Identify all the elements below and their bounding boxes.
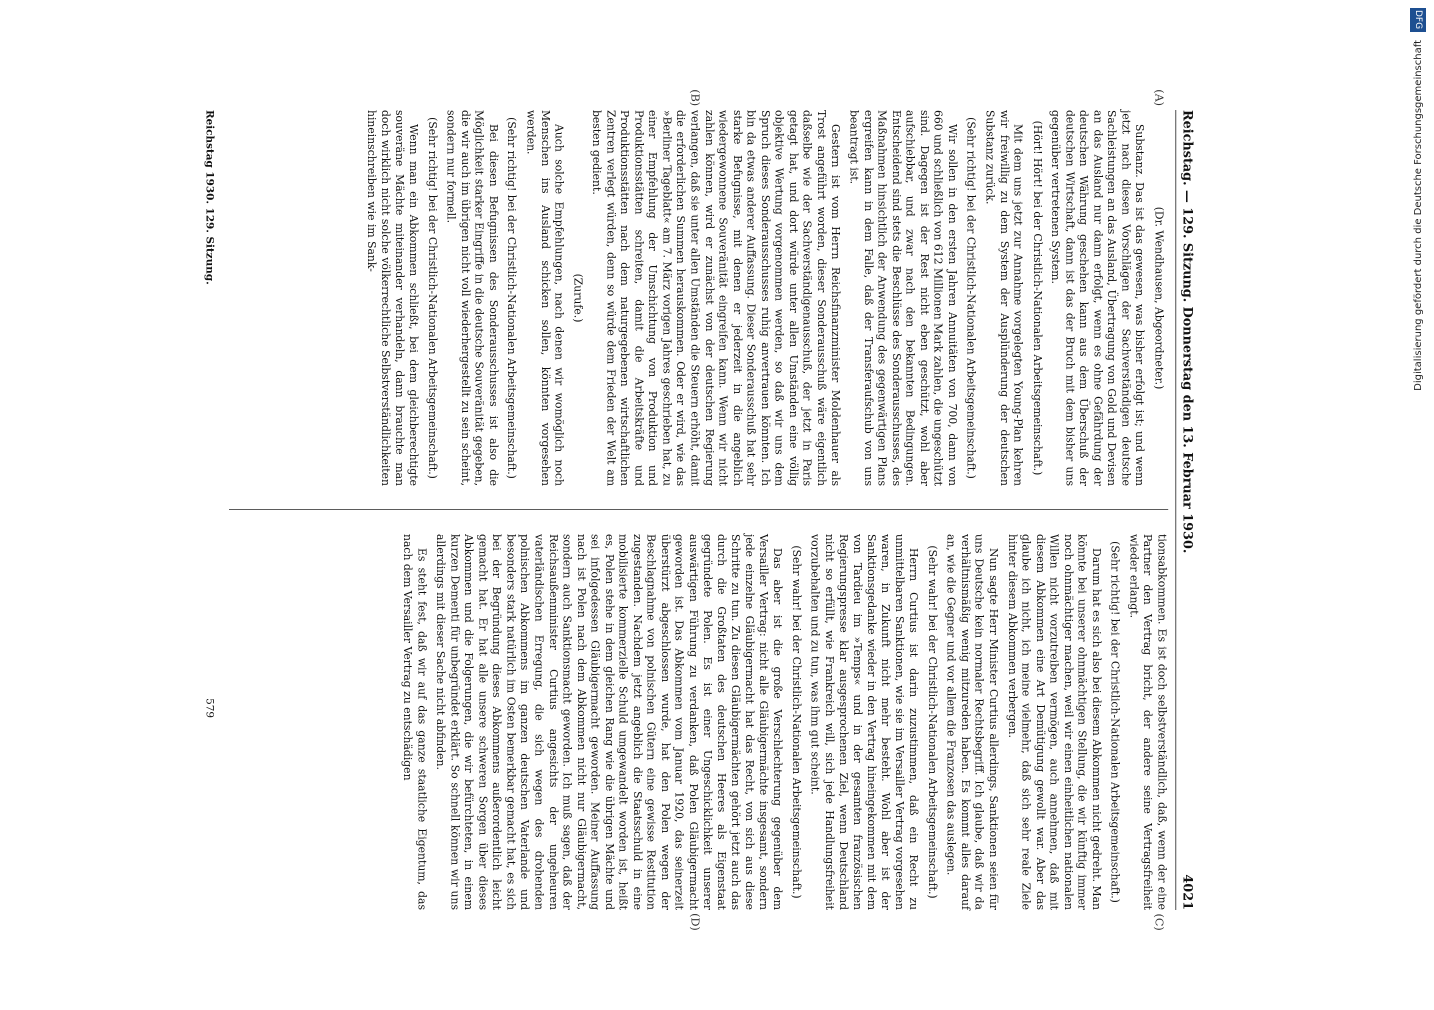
page-number: 4021 <box>1180 874 1196 910</box>
paragraph: Wir sollen in den ersten Jahren Annuitäten von 700, dann von 660 und schließlich von 612 Millionen Mark zahlen, die ungeschützt sind. Dagegen ist der Rest nicht eben geschützt, wohl aber aufschiebbar, und zwar nach den bekannten Bedingungen. Entscheidend sind stets die Beschlüsse des Sonderausschusses, des Maßnahmen hinsichtlich der Anwendung des gegenwärtigen Plans ergreifen kann in dem Falle, daß der Transferaufschub von uns beantragt ist. <box>847 109 959 487</box>
left-column <box>359 110 1169 486</box>
running-head-title: Reichstag. — 129. Sitzung. Donnerstag den 13. Februar 1930. <box>1180 109 1196 554</box>
running-head <box>1175 110 1197 910</box>
paragraph: Darum hat es sich also bei diesem Abkommen nicht gedreht. Man könnte bei unserer ohnmächtigen Stellung, die wir künftig immer noch ohnmächtiger machen, weil wir einen einheitlichen nationalen Willen nicht vorzutreiben vermögen, auch annehmen, daß mit diesem Abkommen eine Art Demütigung gewollt war. Aber das glaube ich nicht, ich meine vielmehr, daß sich sehr reale Ziele hinter diesem Abkommen verbergen. <box>1005 534 1103 910</box>
paragraph: Mit dem uns jetzt zur Annahme vorgelegten Young-Plan kehren wir freiwillig zu dem System der Ausplünderung der deutschen Substanz zurück. <box>983 109 1025 487</box>
column-divider <box>229 509 1168 510</box>
footer-page-number: 579 <box>203 698 216 718</box>
interjection: (Sehr richtig! bei der Christlich-Nationalen Arbeitsgemeinschaft.) <box>505 117 519 479</box>
paragraph: Herrn Curtius ist darin zuzustimmen, daß ein Recht zu unmittelbaren Sanktionen, wie sie im Versailler Vertrag vorgesehen waren, in Zukunft nicht mehr besteht. Wohl aber ist der Sanktionsgedanke wieder in den Vertrag hineingekommen mit dem von Tardieu im »Temps« und in der gesamten französischen Regierungspresse klar ausgesprochenen Ziel, wenn Deutschland nicht so erfüllt, wie Frankreich will, sich jede Handlungsfreiheit vorzubehalten und zu tun, was ihm gut scheint. <box>808 534 920 910</box>
margin-mark-a: (A) <box>1152 89 1165 107</box>
interjection: (Sehr richtig! bei der Christlich-Nationalen Arbeitsgemeinschaft.) <box>1108 541 1122 903</box>
interjection: (Sehr richtig! bei der Christlich-Nationalen Arbeitsgemeinschaft.) <box>964 117 978 479</box>
paragraph: Es steht fest, daß wir auf das ganze staatliche Eigentum, das nach dem Versailler Vertrag zu entschädigen <box>401 534 428 910</box>
interjection: (Sehr richtig! bei der Christlich-Nationalen Arbeitsgemeinschaft.) <box>425 117 439 479</box>
paragraph: Bei diesen Befugnissen des Sonderausschusses ist also die Möglichkeit starker Eingriffe in die deutsche Souveränität gegeben, die wir auch im übrigen nicht voll wiederhergestellt zu sein scheint, sondern nur formell. <box>444 109 500 487</box>
dfg-sidebar <box>1404 0 1430 1000</box>
paragraph: Wenn man ein Abkommen schließt, bei dem gleichberechtigte souveräne Mächte miteinander verhandeln, dann brauchte man doch wirklich nicht solche völkerrechtliche Selbstverständlichkeiten hineinschreiben wie im Sank- <box>364 109 420 487</box>
margin-mark-b: (B) <box>688 89 701 107</box>
speaker-line: (Dr. Wendhausen, Abgeordneter.) <box>1152 206 1165 390</box>
margin-mark-d: (D) <box>688 913 701 931</box>
paragraph: Auch solche Empfehlungen, nach denen wir womöglich noch Menschen ins Ausland schicken sollen, könnten vorgesehen werden. <box>524 109 566 487</box>
interjection: (Sehr wahr! bei der Christlich-Nationalen Arbeitsgemeinschaft.) <box>925 545 939 899</box>
paragraph: Substanz. Das ist das gewesen, was bisher erfolgt ist; und wenn jetzt nach diesen Vorschlägen der Sachverständigen deutsche Sachleistungen an das Ausland, Übertragung von Gold und Devisen an das Ausland nur dann erfolgt, wenn es ohne Gefährdung der deutschen Währung geschehen kann aus dem Überschuß der deutschen Wirtschaft, dann ist das der Bruch mit dem bisher uns gegenüber vertretenen System. <box>1049 109 1147 487</box>
paragraph: tionsabkommen. Es ist doch selbstverständlich, daß, wenn der eine Partner den Vertrag bricht, der andere seine Vertragsfreiheit wieder erlangt. <box>1127 534 1169 910</box>
paragraph: Gestern ist vom Herrn Reichsfinanzminister Moldenhauer als Trost angeführt worden, dieser Sonderausschuß wäre eigentlich daßselbe wie der Sachverständigenausschuß, der jetzt in Paris getagt hat, und dort würde unter allen Umständen eine völlig objektive Wertung vorgenommen werden, so daß wir uns dem Spruch dieses Sonderausschusses ruhig anvertrauen könnten. Ich bin da etwas anderer Auffassung. Dieser Sonderausschuß hat sehr starke Befugnisse, mit denen er jederzeit in die angeblich wiedergewonnene Souveränität eingreifen kann. Wenn wir nicht zahlen können, wird er zunächst von der deutschen Regierung verlangen, daß sie unter allen Umständen die Steuern erhöht, damit die erforderlichen Summen herauskommen. Oder er wird, wie das »Berliner Tageblatt« am 7. März vorigen Jahres geschrieben hat, zu einer Empfehlung der Umschichtung von Produktion und Produktionsstätten schreiten, damit die Arbeitskräfte und Produktionsstätten nach dem naturgegebenen wirtschaftlichen Zentren verlegt würden, denn so würde dem Frieden der Welt am besten gedient. <box>589 109 842 487</box>
paragraph: Nun sagte Herr Minister Curtius allerdings, Sanktionen seien für uns Deutsche kein normaler Rechtsbegriff. Ich glaube, daß wir da verhältnismäßig wenig mitzureden haben. Es kommt alles darauf an, wie die Gegner und vor allem die Franzosen das auslegen. <box>944 534 1000 910</box>
interjection: (Hört! Hört! bei der Christlich-Nationalen Arbeitsgemeinschaft.) <box>1030 120 1044 476</box>
margin-mark-c: (C) <box>1152 913 1165 931</box>
dfg-logo: DFG <box>1410 8 1426 32</box>
scanned-page <box>203 10 1196 1010</box>
interjection: (Zurufe.) <box>571 273 584 323</box>
interjection: (Sehr wahr! bei der Christlich-Nationalen Arbeitsgemeinschaft.) <box>789 545 803 899</box>
footer-session: Reichstag 1930. 129. Sitzung. <box>203 109 216 285</box>
page-sheet <box>197 89 1197 931</box>
right-column <box>395 534 1168 910</box>
paragraph: Das aber ist die große Verschlechterung gegenüber dem Versailler Vertrag: nicht alle Gläubigermächte insgesamt, sondern jede einzelne Gläubigermacht hat das Recht, von sich aus diese Schritte zu tun. Zu diesen Gläubigermächten gehört jetzt auch das durch die Großtaten des deutschen Heeres als Eigenstaat gegründete Polen. Es ist einer Ungeschicklichkeit unserer auswärtigen Führung zu verdanken, daß Polen Gläubigermacht geworden ist. Das Abkommen vom Januar 1920, das seinerzeit überstürzt abgeschlossen wurde, hat den Polen wegen der Beschlagnahme von polnischen Gütern eine gewisse Restitution zugestanden. Nachdem jetzt angeblich die Staatsschuld in eine mobilisierte kommerzielle Schuld umgewandelt worden ist, heißt es, Polen stehe in dem gleichen Rang wie die übrigen Mächte und sei infolgedessen Gläubigermacht geworden. Meiner Auffassung nach ist Polen nach dem Abkommen nicht nur Gläubigermacht, sondern auch Sanktionsmacht geworden. Ich muß sagen, daß der Reichsaußenminister Curtius angesichts der ungeheuren vaterländischen Erregung, die sich wegen des drohenden polnischen Abkommens im ganzen deutschen Vaterlande und besonders stark natürlich im Osten bemerkbar gemacht hat, es sich bei der Begründung dieses Abkommens außerordentlich leicht gemacht hat. Er hat alle unsere schweren Sorgen über dieses Abkommen und die Folgerungen, die wir befürchteten, in einem kurzen Dementi für unbegründet erklärt. So schnell können wir uns allerdings mit dieser Sache nicht abfinden. <box>433 534 784 910</box>
dfg-funding-notice: Digitalisierung gefördert durch die Deutsche Forschungsgemeinschaft <box>1413 40 1424 391</box>
